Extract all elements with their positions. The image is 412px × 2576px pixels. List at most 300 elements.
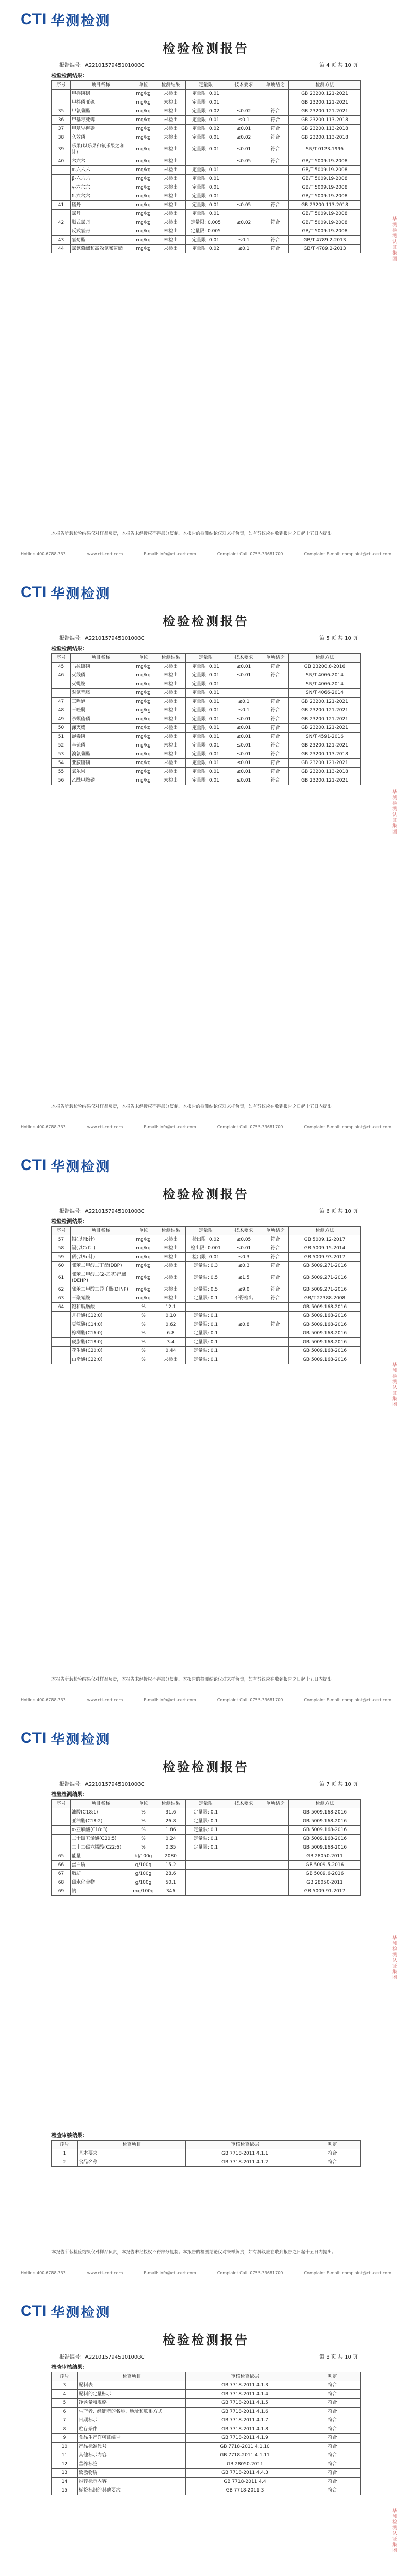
table-cell: GB 5009.168-2016 — [289, 1312, 361, 1320]
table-cell: 31.6 — [156, 1808, 186, 1817]
footer-web: www.cti-cert.com — [87, 552, 123, 556]
table-cell: ≤0.05 — [226, 157, 262, 166]
table-cell — [52, 680, 71, 689]
table-cell: GB 7718-2011 4.1.9 — [186, 2434, 304, 2443]
table-cell: 59 — [52, 1253, 71, 1262]
table-cell — [52, 1808, 71, 1817]
report-number: 报告编号：A2210157945101003C — [59, 2354, 145, 2360]
table-cell: ≤0.01 — [226, 733, 262, 741]
table-cell: % — [131, 1312, 156, 1320]
column-header: 技术要求 — [226, 81, 262, 90]
table-cell: mg/kg — [131, 759, 156, 768]
table-cell — [262, 1826, 289, 1835]
table-cell — [262, 1347, 289, 1355]
section-title: 检验检测结果： — [52, 1792, 88, 1798]
table-cell: ≤0.05 — [226, 1235, 262, 1244]
table-cell: 未检出 — [156, 218, 186, 227]
logo-cti-text: CTI — [21, 11, 47, 28]
table-row — [52, 2425, 361, 2434]
logo-cti-text: CTI — [21, 2302, 47, 2319]
table-cell: 符合 — [262, 663, 289, 671]
table-cell: 致敏物质 — [78, 2469, 186, 2478]
table-cell: 9 — [52, 2434, 78, 2443]
table-cell: 甲氰菊酯 — [71, 107, 131, 116]
table-row — [52, 1835, 361, 1843]
table-cell: 符合 — [262, 1285, 289, 1294]
table-cell: 定量限: 0.5 — [186, 1270, 226, 1285]
table-row — [52, 724, 361, 733]
table-cell: GB 7718-2011 4.1.10 — [186, 2443, 304, 2451]
table-cell: 定量限: 0.01 — [186, 733, 226, 741]
logo-cti-text: CTI — [21, 584, 47, 601]
table-cell: % — [131, 1338, 156, 1347]
column-header: 判定 — [304, 2372, 361, 2381]
table-cell: 未检出 — [156, 157, 186, 166]
table-row — [52, 1887, 361, 1896]
table-row — [52, 1808, 361, 1817]
table-cell: 山嵛酸(C22:0) — [71, 1355, 131, 1364]
table-row — [52, 157, 361, 166]
column-header: 检测方法 — [289, 81, 361, 90]
table-cell: mg/kg — [131, 90, 156, 98]
table-cell — [226, 1870, 262, 1878]
column-header: 单位 — [131, 654, 156, 663]
table-cell: 定量限: 0.01 — [186, 680, 226, 689]
table-cell: GB 5009.168-2016 — [289, 1843, 361, 1852]
report-page-4 — [0, 1719, 412, 2285]
table-header-row — [52, 1227, 361, 1235]
table-cell: GB 23200.121-2021 — [289, 90, 361, 98]
column-header: 定量限 — [186, 654, 226, 663]
table-cell: 13 — [52, 2469, 78, 2478]
table-cell — [52, 183, 71, 192]
table-cell: 定量限: 0.1 — [186, 1355, 226, 1364]
table-cell — [226, 1887, 262, 1896]
table-cell: GB 23200.113-2018 — [289, 768, 361, 776]
table-cell: % — [131, 1817, 156, 1826]
table-cell: 符合 — [262, 236, 289, 245]
table-row — [52, 1320, 361, 1329]
cti-logo — [21, 9, 111, 30]
table-cell: 定量限: 0.01 — [186, 142, 226, 157]
table-cell: 符合 — [262, 671, 289, 680]
table-cell: mg/kg — [131, 724, 156, 733]
table-cell — [262, 227, 289, 236]
table-cell: 符合 — [304, 2408, 361, 2416]
table-cell: GB 5009.5-2016 — [289, 1861, 361, 1870]
results-table — [52, 1226, 361, 1364]
table-cell: 符合 — [262, 1262, 289, 1270]
table-row — [52, 759, 361, 768]
page-footer — [21, 552, 391, 556]
table-cell — [262, 1835, 289, 1843]
table-row — [52, 90, 361, 98]
table-row — [52, 1861, 361, 1870]
logo-cn-text: 华测检测 — [51, 1732, 111, 1748]
table-cell: GB 23200.113-2018 — [289, 116, 361, 125]
table-cell: 马拉硫磷 — [71, 663, 131, 671]
table-cell: 41 — [52, 201, 71, 210]
table-cell: 36 — [52, 116, 71, 125]
section-title: 检验检测结果： — [52, 646, 88, 652]
table-cell: 净含量和规格 — [78, 2399, 186, 2408]
table-cell: GB 23200.113-2018 — [289, 133, 361, 142]
table-cell: 未检出 — [156, 133, 186, 142]
table-cell: 符合 — [262, 116, 289, 125]
table-cell: 甲拌磷砜 — [71, 90, 131, 98]
table-row — [52, 2434, 361, 2443]
table-cell: mg/kg — [131, 107, 156, 116]
footer-hotline: Hotline 400-6788-333 — [21, 1125, 66, 1129]
table-cell: ≤0.02 — [226, 218, 262, 227]
table-cell: 符合 — [304, 2434, 361, 2443]
table-header-row — [52, 654, 361, 663]
table-cell: 配料的定量标示 — [78, 2390, 186, 2399]
table-cell: 涕灭威 — [71, 724, 131, 733]
table-cell: mg/kg — [131, 157, 156, 166]
table-row — [52, 2399, 361, 2408]
table-cell: 反式氯丹 — [71, 227, 131, 236]
table-cell: 符合 — [262, 741, 289, 750]
table-cell: mg/kg — [131, 706, 156, 715]
column-header: 定量限 — [186, 81, 226, 90]
table-cell: 甲基异柳磷 — [71, 125, 131, 133]
table-cell — [226, 680, 262, 689]
table-cell: 定量限: 0.1 — [186, 1843, 226, 1852]
report-meta — [59, 1207, 358, 1214]
table-cell: 符合 — [262, 776, 289, 785]
table-cell: ≤0.3 — [226, 1262, 262, 1270]
table-cell: ≤9.0 — [226, 1285, 262, 1294]
column-header: 检测方法 — [289, 1227, 361, 1235]
table-cell: 定量限: 0.01 — [186, 201, 226, 210]
table-cell: 符合 — [304, 2381, 361, 2390]
seam-stamp: 华测检测认证集团 — [391, 789, 397, 835]
table-cell: ≤0.01 — [226, 741, 262, 750]
page-number: 第 4 页 共 10 页 — [319, 63, 358, 69]
table-cell — [52, 227, 71, 236]
table-row — [52, 133, 361, 142]
table-cell: g/100g — [131, 1861, 156, 1870]
table-cell: 未检出 — [156, 183, 186, 192]
page-number: 第 6 页 共 10 页 — [319, 1209, 358, 1214]
table-cell: 符合 — [304, 2443, 361, 2451]
cti-logo — [21, 1728, 111, 1749]
table-cell: α-六六六 — [71, 166, 131, 175]
table-cell: 符合 — [304, 2425, 361, 2434]
table-cell: ≤0.01 — [226, 715, 262, 724]
table-cell: 符合 — [304, 2158, 361, 2167]
table-cell: GB 7718-2011 3 — [186, 2486, 304, 2495]
table-row — [52, 2460, 361, 2469]
table-cell: 碳水化合物 — [71, 1878, 131, 1887]
table-cell: 蛋白质 — [71, 1861, 131, 1870]
table-cell: ≤0.01 — [226, 125, 262, 133]
table-cell: 食品生产许可证编号 — [78, 2434, 186, 2443]
column-header: 判定 — [304, 2141, 361, 2149]
table-row — [52, 1329, 361, 1338]
table-cell: GB/T 5009.19-2008 — [289, 227, 361, 236]
table-cell — [262, 1329, 289, 1338]
table-cell: 定量限: 0.01 — [186, 192, 226, 201]
table-cell: 8 — [52, 2425, 78, 2434]
table-cell: 未检出 — [156, 236, 186, 245]
table-cell: 64 — [52, 1303, 71, 1312]
table-cell: GB 7718-2011 4.1.1 — [186, 2149, 304, 2158]
cti-logo — [21, 2301, 111, 2321]
table-cell: GB 5009.168-2016 — [289, 1329, 361, 1338]
table-cell: 符合 — [262, 750, 289, 759]
table-cell: 贮存条件 — [78, 2425, 186, 2434]
table-cell: 14 — [52, 2478, 78, 2486]
table-cell: 未检出 — [156, 1253, 186, 1262]
report-number: 报告编号：A2210157945101003C — [59, 1209, 145, 1214]
table-cell: 硫丹 — [71, 201, 131, 210]
table-cell: 符合 — [262, 1244, 289, 1253]
table-cell: 58 — [52, 1244, 71, 1253]
table-cell: 未检出 — [156, 715, 186, 724]
table-cell: GB 5009.271-2016 — [289, 1285, 361, 1294]
table-cell: 定量限: 0.1 — [186, 1320, 226, 1329]
table-row — [52, 166, 361, 175]
table-row — [52, 1312, 361, 1320]
table-cell: GB 5009.168-2016 — [289, 1303, 361, 1312]
table-cell — [226, 1852, 262, 1861]
table-cell: 检出限: 0.001 — [186, 1244, 226, 1253]
column-header: 检测结果 — [156, 1800, 186, 1808]
table-cell: 定量限: 0.1 — [186, 1817, 226, 1826]
footer-complaint-email: Complaint E-mail: complaint@cti-cert.com — [304, 552, 391, 556]
report-title: 检验检测报告 — [163, 1759, 249, 1774]
table-cell: 日期标示 — [78, 2416, 186, 2425]
table-row — [52, 98, 361, 107]
table-cell: 符合 — [262, 142, 289, 157]
table-row — [52, 175, 361, 183]
table-cell: ≤0.8 — [226, 1320, 262, 1329]
table-cell: SN/T 0123-1996 — [289, 142, 361, 157]
table-cell: 甲基毒死蜱 — [71, 116, 131, 125]
table-cell: GB/T 4789.2-2013 — [289, 245, 361, 253]
table-cell — [262, 680, 289, 689]
table-cell: mg/kg — [131, 689, 156, 698]
table-cell: 5 — [52, 2399, 78, 2408]
table-cell: 未检出 — [156, 125, 186, 133]
table-cell: 65 — [52, 1852, 71, 1861]
table-cell: GB 23200.121-2021 — [289, 715, 361, 724]
table-cell: 符合 — [304, 2486, 361, 2495]
table-row — [52, 2469, 361, 2478]
table-cell — [186, 1861, 226, 1870]
table-cell — [52, 689, 71, 698]
table-row — [52, 689, 361, 698]
column-header: 单项结论 — [262, 1227, 289, 1235]
table-cell — [262, 1303, 289, 1312]
table-cell: ≤0.1 — [226, 706, 262, 715]
table-cell: 定量限: 0.1 — [186, 1312, 226, 1320]
table-cell: 灭线磷 — [71, 671, 131, 680]
results-table — [52, 653, 361, 785]
table-cell — [226, 90, 262, 98]
table-cell: 符合 — [262, 133, 289, 142]
page-footer — [21, 1125, 391, 1129]
table-cell: mg/kg — [131, 183, 156, 192]
table-cell: 未检出 — [156, 210, 186, 218]
footer-web: www.cti-cert.com — [87, 2270, 123, 2275]
seam-stamp: 华测检测认证集团 — [391, 2508, 397, 2553]
section-title: 检查审核结果： — [52, 2365, 88, 2370]
cti-logo — [21, 1155, 111, 1176]
footer-web: www.cti-cert.com — [87, 1125, 123, 1129]
table-cell: 12 — [52, 2460, 78, 2469]
table-cell: 符合 — [262, 1253, 289, 1262]
table-row — [52, 2149, 361, 2158]
table-cell: 符合 — [304, 2478, 361, 2486]
table-cell: 邻苯二甲酸二(2-乙基)己酯(DEHP) — [71, 1270, 131, 1285]
table-cell: 铅(以Pb计) — [71, 1235, 131, 1244]
table-cell: 符合 — [262, 706, 289, 715]
table-cell — [52, 1312, 71, 1320]
table-cell: 定量限: 0.01 — [186, 706, 226, 715]
seam-stamp: 华测检测认证集团 — [391, 1362, 397, 1408]
table-cell — [262, 1817, 289, 1826]
table-cell: 符合 — [262, 715, 289, 724]
table-cell: % — [131, 1320, 156, 1329]
table-cell: 定量限: 0.1 — [186, 1826, 226, 1835]
table-cell: 生产者、经销者的名称、地址和联系方式 — [78, 2408, 186, 2416]
table-cell — [52, 166, 71, 175]
table-cell: 推荐标示内容 — [78, 2478, 186, 2486]
table-cell: GB/T 5009.19-2008 — [289, 192, 361, 201]
table-cell: 50 — [52, 724, 71, 733]
table-cell: 未检出 — [156, 741, 186, 750]
table-cell: 检出限: 0.02 — [186, 1235, 226, 1244]
table-cell: 48 — [52, 706, 71, 715]
table-cell: GB 5009.168-2016 — [289, 1808, 361, 1817]
table-row — [52, 2381, 361, 2390]
table-cell: 未检出 — [156, 1262, 186, 1270]
table-cell: 对氯苯胺 — [71, 689, 131, 698]
table-cell: ≤0.1 — [226, 116, 262, 125]
table-cell: 符合 — [304, 2469, 361, 2478]
table-cell: 豆蔻酸(C14:0) — [71, 1320, 131, 1329]
table-cell: 未检出 — [156, 671, 186, 680]
table-cell: 镉(以Cd计) — [71, 1244, 131, 1253]
table-cell: 油酸(C18:1) — [71, 1808, 131, 1817]
table-cell: mg/kg — [131, 192, 156, 201]
column-header: 单项结论 — [262, 1800, 289, 1808]
table-cell: 68 — [52, 1878, 71, 1887]
table-cell: 符合 — [262, 201, 289, 210]
table-cell: 硬脂酸(C18:0) — [71, 1338, 131, 1347]
table-cell — [52, 1320, 71, 1329]
table-cell: 未检出 — [156, 98, 186, 107]
table-cell: 6.8 — [156, 1329, 186, 1338]
table-cell — [262, 98, 289, 107]
table-cell: 脂肪 — [71, 1870, 131, 1878]
report-number: 报告编号：A2210157945101003C — [59, 63, 145, 69]
table-cell: 食品名称 — [78, 2158, 186, 2167]
table-cell: 符合 — [262, 1235, 289, 1244]
table-cell: GB/T 5009.19-2008 — [289, 157, 361, 166]
table-cell: SN/T 4591-2016 — [289, 733, 361, 741]
column-header: 技术要求 — [226, 1227, 262, 1235]
table-cell — [226, 183, 262, 192]
table-cell: ≤0.05 — [226, 201, 262, 210]
table-row — [52, 2486, 361, 2495]
table-cell: 43 — [52, 236, 71, 245]
table-cell: GB 23200.113-2018 — [289, 750, 361, 759]
table-cell: 未检出 — [156, 698, 186, 706]
report-page-5 — [0, 2292, 412, 2576]
table-cell: γ-六六六 — [71, 183, 131, 192]
table-cell: 亚胺硫磷 — [71, 759, 131, 768]
report-notice: 本报告所载检验结果仅对样品负责，本报告未经授权不得部分复制。本报告的检测结论仅对来样负责，如有异议应在收到报告之日起十五日内提出。 — [52, 1104, 336, 1109]
table-cell: 50.1 — [156, 1878, 186, 1887]
table-cell: GB/T 5009.19-2008 — [289, 218, 361, 227]
table-cell — [262, 210, 289, 218]
table-cell — [52, 90, 71, 98]
table-cell: 2080 — [156, 1852, 186, 1861]
footer-complaint: Complaint Call: 0755-33681700 — [217, 552, 283, 556]
table-cell — [226, 1329, 262, 1338]
table-cell: GB/T 5009.19-2008 — [289, 183, 361, 192]
table-cell: mg/kg — [131, 750, 156, 759]
table-cell — [186, 157, 226, 166]
table-cell — [262, 1887, 289, 1896]
column-header: 项目名称 — [71, 1227, 131, 1235]
table-cell: 未检出 — [156, 90, 186, 98]
page-footer — [21, 2270, 391, 2275]
table-cell: mg/kg — [131, 236, 156, 245]
table-cell — [226, 689, 262, 698]
table-cell: 60 — [52, 1262, 71, 1270]
column-header: 审核检查依据 — [186, 2141, 304, 2149]
table-cell: 3 — [52, 2381, 78, 2390]
table-cell: 符合 — [262, 125, 289, 133]
table-cell: % — [131, 1843, 156, 1852]
section-title-2: 检查审核结果： — [52, 2133, 88, 2139]
table-cell: mg/kg — [131, 210, 156, 218]
table-cell: GB 23200.121-2021 — [289, 741, 361, 750]
table-cell: ≤0.02 — [226, 107, 262, 116]
table-cell: 定量限: 0.01 — [186, 210, 226, 218]
table-cell — [226, 1347, 262, 1355]
table-cell: ≤0.02 — [226, 133, 262, 142]
table-cell: % — [131, 1303, 156, 1312]
table-cell: mg/kg — [131, 671, 156, 680]
table-cell: GB 5009.168-2016 — [289, 1338, 361, 1347]
table-row — [52, 2390, 361, 2399]
table-cell: 标签标识的其他要求 — [78, 2486, 186, 2495]
table-cell: 0.62 — [156, 1320, 186, 1329]
table-cell: 定量限: 0.1 — [186, 1329, 226, 1338]
table-cell: 定量限: 0.1 — [186, 1338, 226, 1347]
table-cell — [262, 1338, 289, 1347]
column-header: 技术要求 — [226, 1800, 262, 1808]
table-cell: 定量限: 0.01 — [186, 759, 226, 768]
table-cell: 62 — [52, 1285, 71, 1294]
table-row — [52, 715, 361, 724]
table-cell: 28.6 — [156, 1870, 186, 1878]
footer-complaint-email: Complaint E-mail: complaint@cti-cert.com — [304, 2270, 391, 2275]
table-cell: 47 — [52, 698, 71, 706]
table-row — [52, 1817, 361, 1826]
table-cell: mg/kg — [131, 175, 156, 183]
table-cell: 基本要求 — [78, 2149, 186, 2158]
results-table — [52, 80, 361, 253]
table-cell: 42 — [52, 218, 71, 227]
table-cell: mg/kg — [131, 1270, 156, 1285]
